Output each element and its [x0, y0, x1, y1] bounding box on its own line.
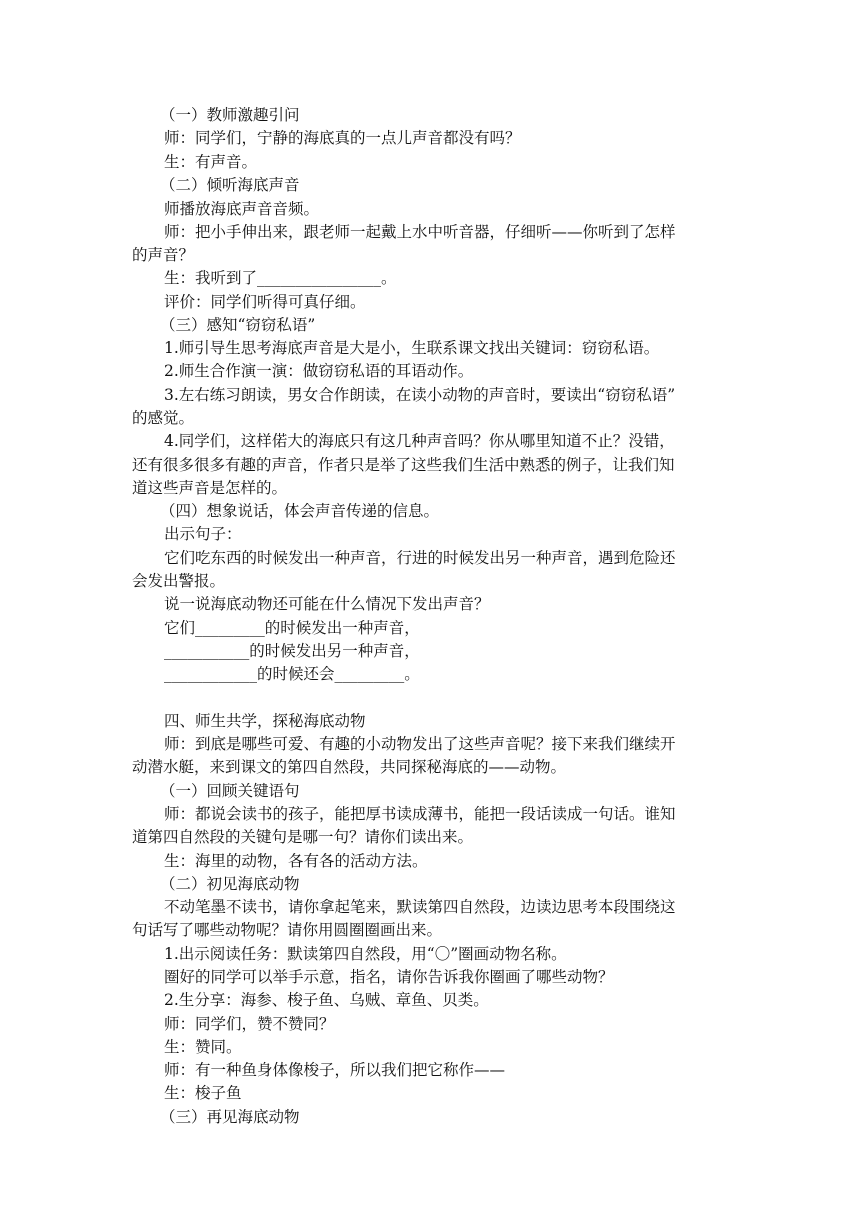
paragraph-line: 4.同学们，这样偌大的海底只有这几种声音吗？你从哪里知道不止？没错，	[164, 432, 675, 450]
paragraph-line: 的感觉。	[132, 409, 195, 427]
paragraph-line: 师：都说会读书的孩子，能把厚书读成薄书，能把一段话读成一句话。谁知	[164, 805, 676, 823]
paragraph-line: 出示句子：	[164, 525, 242, 543]
chapter-heading: 四、师生共学，探秘海底动物	[164, 712, 366, 730]
paragraph-line: 师：同学们，赞不赞同？	[164, 1015, 335, 1033]
paragraph-line: 师播放海底声音音频。	[164, 200, 320, 218]
paragraph-line: ____________的时候还会_________。	[164, 665, 420, 683]
paragraph-line: 1.出示阅读任务：默读第四自然段，用“〇”圈画动物名称。	[164, 945, 567, 963]
section-heading: （三）再见海底动物	[160, 1108, 300, 1126]
paragraph-line: 3.左右练习朗读，男女合作朗读，在读小动物的声音时，要读出“窃窃私语”	[164, 386, 676, 404]
section-heading: （一）回顾关键语句	[160, 782, 300, 800]
paragraph-line: 还有很多很多有趣的声音，作者只是举了这些我们生活中熟悉的例子，让我们知	[132, 456, 675, 474]
paragraph-line: 2.师生合作演一演：做窃窃私语的耳语动作。	[164, 362, 474, 380]
paragraph-line: 生：赞同。	[164, 1038, 242, 1056]
section-heading: （三）感知“窃窃私语”	[160, 316, 316, 334]
paragraph-line: 生：有声音。	[164, 153, 258, 171]
paragraph-line: 道第四自然段的关键句是哪一句？请你们读出来。	[132, 828, 474, 846]
paragraph-line: 句话写了哪些动物呢？请你用圆圈圈画出来。	[132, 921, 443, 939]
paragraph-line: 说一说海底动物还可能在什么情况下发出声音？	[164, 595, 490, 613]
paragraph-line: 生：海里的动物，各有各的活动方法。	[164, 852, 428, 870]
section-heading: （一）教师激趣引问	[160, 106, 300, 124]
paragraph-line: 圈好的同学可以举手示意，指名，请你告诉我你圈画了哪些动物？	[164, 968, 614, 986]
paragraph-line: ___________的时候发出另一种声音，	[164, 642, 420, 660]
section-heading: （二）初见海底动物	[160, 875, 300, 893]
paragraph-line: 1.师引导生思考海底声音是大是小，生联系课文找出关键词：窃窃私语。	[164, 339, 660, 357]
section-heading: （四）想象说话，体会声音传递的信息。	[160, 502, 440, 520]
paragraph-line: 会发出警报。	[132, 572, 226, 590]
paragraph-line: 师：有一种鱼身体像梭子，所以我们把它称作——	[164, 1061, 506, 1079]
paragraph-line: 不动笔墨不读书，请你拿起笔来，默读第四自然段，边读边思考本段围绕这	[164, 898, 676, 916]
paragraph-line: 道这些声音是怎样的。	[132, 479, 288, 497]
paragraph-line: 动潜水艇，来到课文的第四自然段，共同探秘海底的——动物。	[132, 758, 567, 776]
paragraph-line: 的声音？	[132, 246, 195, 264]
paragraph-line: 生：梭子鱼	[164, 1084, 242, 1102]
paragraph-line: 2.生分享：海参、梭子鱼、乌贼、章鱼、贝类。	[164, 991, 489, 1009]
paragraph-line: 师：把小手伸出来，跟老师一起戴上水中听音器，仔细听——你听到了怎样	[164, 223, 676, 241]
section-heading: （二）倾听海底声音	[160, 176, 300, 194]
paragraph-line: 师：到底是哪些可爱、有趣的小动物发出了这些声音呢？接下来我们继续开	[164, 735, 676, 753]
paragraph-line: 它们吃东西的时候发出一种声音，行进的时候发出另一种声音，遇到危险还	[164, 549, 676, 567]
paragraph-line: 师：同学们，宁静的海底真的一点儿声音都没有吗？	[164, 129, 521, 147]
paragraph-line: 评价：同学们听得可真仔细。	[164, 293, 366, 311]
paragraph-line: 它们_________的时候发出一种声音，	[164, 619, 420, 637]
paragraph-line: 生：我听到了________________。	[164, 269, 397, 287]
